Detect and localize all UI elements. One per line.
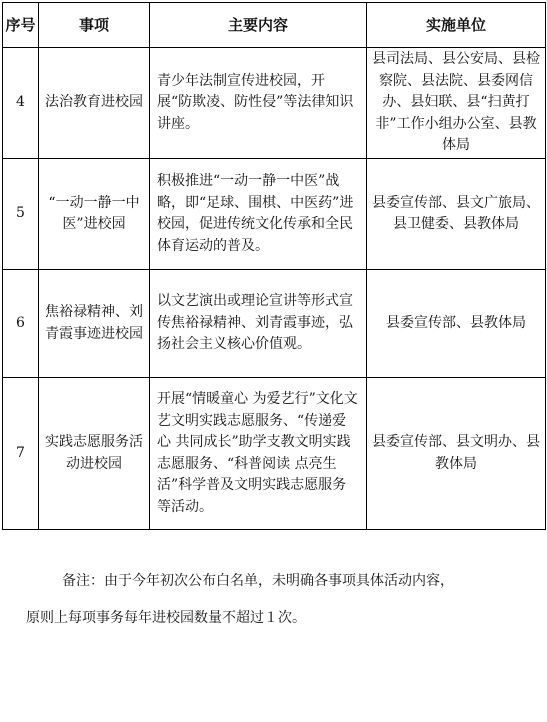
header-content: 主要内容 (150, 3, 367, 48)
row-content: 青少年法制宣传进校园，开展“防欺凌、防性侵”等法律知识讲座。 (150, 48, 367, 159)
note-line-2: 原则上每项事务每年进校园数量不超过１次。 (26, 610, 306, 626)
row-content: 以文艺演出或理论宣讲等形式宣传焦裕禄精神、刘青霞事迹，弘扬社会主义核心价值观。 (150, 270, 367, 378)
table-header-row (3, 3, 546, 48)
row-number: 4 (3, 48, 39, 159)
row-content: 积极推进“一动一静一中医”战略，即“足球、围棋、中医药”进校园，促进传统文化传承和全民体育运动的普及。 (150, 159, 367, 270)
note-line-1: 备注：由于今年初次公布白名单，未明确各事项具体活动内容， (62, 573, 454, 589)
row-item: 法治教育进校园 (39, 48, 150, 159)
row-item: 焦裕禄精神、刘青霞事迹进校园 (39, 270, 150, 378)
row-unit: 县委宣传部、县文广旅局、县卫健委、县教体局 (367, 159, 546, 270)
row-unit: 县司法局、县公安局、县检察院、县法院、县委网信办、县妇联、县“扫黄打非”工作小组办公室、县教体局 (367, 48, 546, 159)
table-row (3, 378, 546, 530)
row-content: 开展“情暖童心 为爱艺行”文化文艺文明实践志愿服务、“传递爱心 共同成长”助学支教文明实践志愿服务、“科普阅读 点亮生活”科学普及文明实践志愿服务等活动。 (150, 378, 367, 530)
activities-table (2, 2, 546, 530)
row-number: 6 (3, 270, 39, 378)
row-unit: 县委宣传部、县教体局 (367, 270, 546, 378)
header-item: 事项 (39, 3, 150, 48)
row-number: 5 (3, 159, 39, 270)
row-item: 实践志愿服务活动进校园 (39, 378, 150, 530)
row-unit: 县委宣传部、县文明办、县教体局 (367, 378, 546, 530)
row-number: 7 (3, 378, 39, 530)
header-unit: 实施单位 (367, 3, 546, 48)
table-row (3, 270, 546, 378)
header-num: 序号 (3, 3, 39, 48)
table-row (3, 48, 546, 159)
row-item: “一动一静一中医”进校园 (39, 159, 150, 270)
table-row (3, 159, 546, 270)
